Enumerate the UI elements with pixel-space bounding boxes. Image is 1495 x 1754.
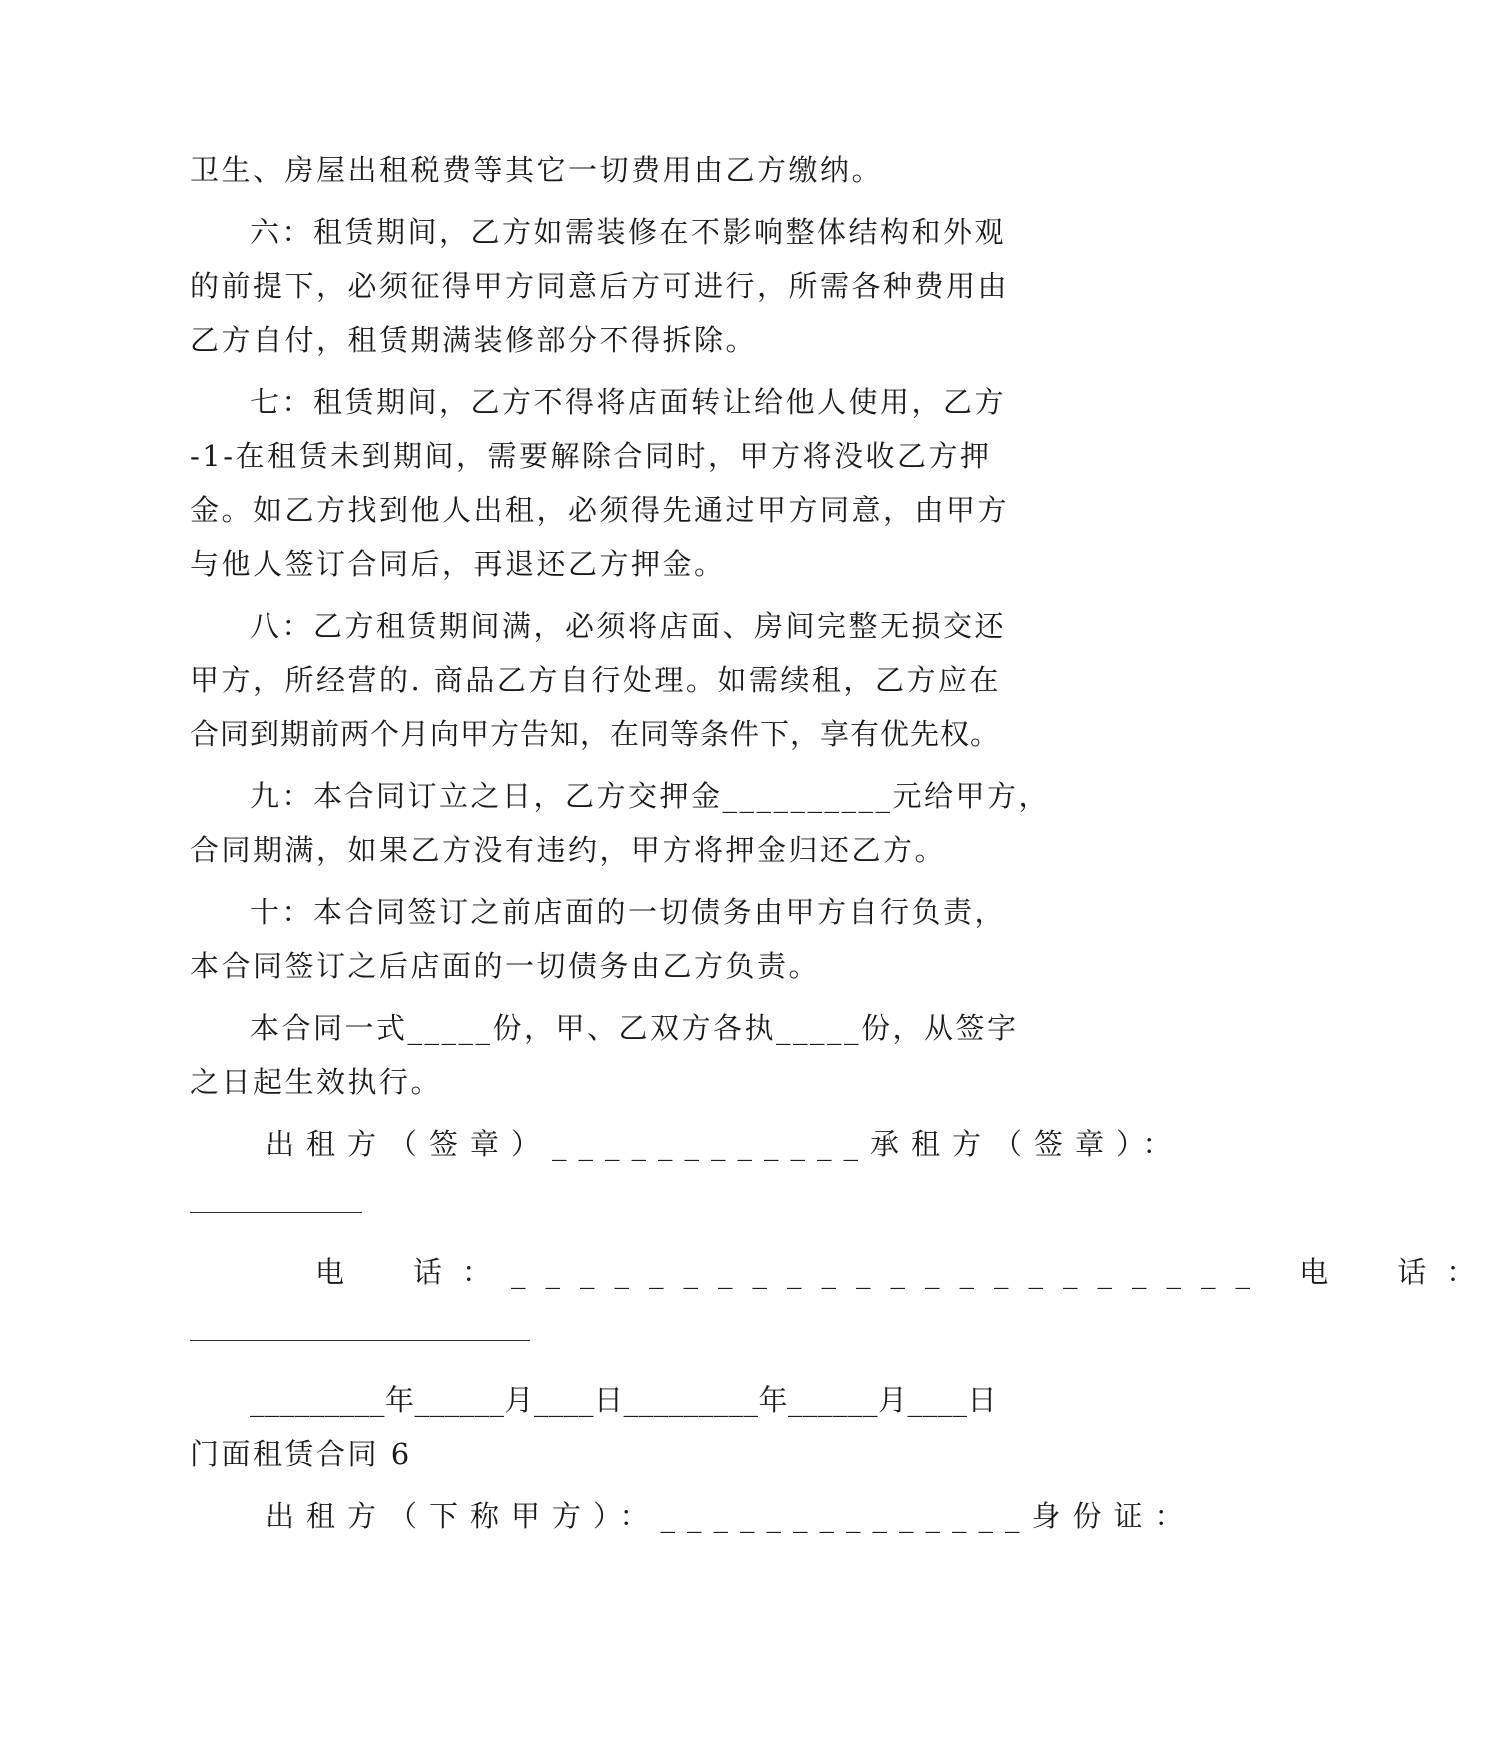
clause-8-line-1: 八：乙方租赁期间满，必须将店面、房间完整无损交还 bbox=[250, 609, 1007, 643]
copies-line-2: 之日起生效执行。 bbox=[190, 1065, 443, 1099]
clause-7-line-3: 金。如乙方找到他人出租，必须得先通过甲方同意，由甲方 bbox=[190, 493, 1010, 527]
clause-10-line-1: 十：本合同签订之前店面的一切债务由甲方自行负责， bbox=[250, 895, 1007, 929]
date-line: _________年______月____日_________年______月____日 bbox=[250, 1383, 998, 1417]
signature-line: 出租方（签章）____________承租方（签章）： bbox=[265, 1127, 1184, 1161]
clause-6-line-1: 六：租赁期间，乙方如需装修在不影响整体结构和外观 bbox=[250, 215, 1007, 249]
clause-7-line-2: -1-在租赁未到期间，需要解除合同时，甲方将没收乙方押 bbox=[190, 439, 992, 473]
clause-8-line-3: 合同到期前两个月向甲方告知，在同等条件下，享有优先权。 bbox=[190, 717, 1001, 751]
clause-8-line-2: 甲方，所经营的. 商品乙方自行处理。如需续租，乙方应在 bbox=[190, 663, 1001, 697]
clause-6-line-2: 的前提下，必须征得甲方同意后方可进行，所需各种费用由 bbox=[190, 269, 1010, 303]
phone-line: 电 话：______________________ 电 话： bbox=[315, 1255, 1495, 1289]
text-line-1: 卫生、房屋出租税费等其它一切费用由乙方缴纳。 bbox=[190, 153, 884, 187]
clause-7-line-4: 与他人签订合同后，再退还乙方押金。 bbox=[190, 547, 726, 581]
clause-6-line-3: 乙方自付，租赁期满装修部分不得拆除。 bbox=[190, 323, 758, 357]
clause-9-line-1: 九：本合同订立之日，乙方交押金__________元给甲方， bbox=[250, 779, 1051, 813]
lessor-line: 出租方（下称甲方）：______________身份证： bbox=[265, 1499, 1196, 1533]
signature-blank-line bbox=[190, 1212, 362, 1213]
section-title: 门面租赁合同 6 bbox=[190, 1437, 412, 1471]
clause-7-line-1: 七：租赁期间，乙方不得将店面转让给他人使用，乙方 bbox=[250, 385, 1007, 419]
phone-blank-line bbox=[190, 1340, 530, 1341]
copies-line-1: 本合同一式_____份，甲、乙双方各执_____份，从签字 bbox=[250, 1011, 1019, 1045]
clause-9-line-2: 合同期满，如果乙方没有违约，甲方将押金归还乙方。 bbox=[190, 833, 947, 867]
clause-10-line-2: 本合同签订之后店面的一切债务由乙方负责。 bbox=[190, 949, 821, 983]
